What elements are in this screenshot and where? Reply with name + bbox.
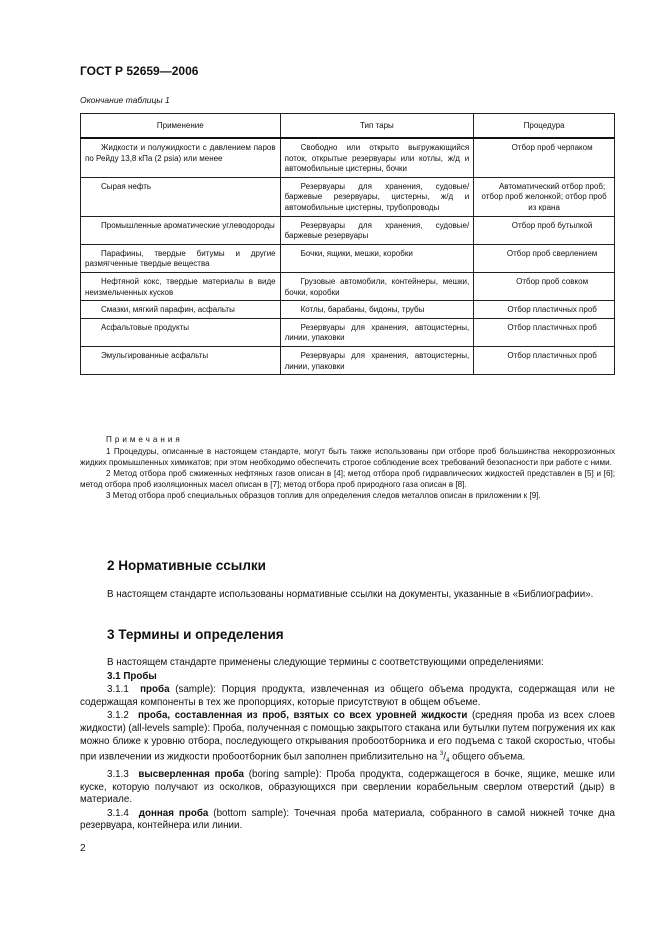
table-cell: Резервуары для хранения, судовые/баржевые резервуары, цистерны, ж/д и автомобильные цистерны, трубопроводы (280, 177, 474, 216)
note-item: 3 Метод отбора проб специальных образцов топлив для определения следов металлов описан в приложении к [9]. (106, 491, 541, 500)
table-row (81, 346, 615, 374)
column-header: Процедура (474, 114, 615, 139)
section-3-body (80, 657, 615, 834)
table-cell: Парафины, твердые битумы и другие размягченные твердые вещества (81, 244, 281, 272)
table-cell: Жидкости и полужидкости с давлением паров по Рейду 13,8 кПа (2 psia) или менее (81, 138, 281, 177)
table-row (81, 318, 615, 346)
table-row (81, 138, 615, 177)
table-cell: Промышленные ароматические углеводороды (81, 216, 281, 244)
table-cell: Смазки, мягкий парафин, асфальты (81, 301, 281, 319)
table-cell: Асфальтовые продукты (81, 318, 281, 346)
term-entry: 3.1.2 проба, составленная из проб, взятых со всех уровней жидкости (средняя проба из всех слоев жидкости) (all-levels sample): Проба, полученная с помощью закрытого стакана или бутылки путем погружения их как можно ближе к уровню отбора, последующего открывания пробоотборника и его подъема с такой скоростью, чтобы при извлечении из жидкости пробоотборник был заполнен приблизительно на $^3/_4$ общего объема. (80, 710, 615, 765)
section-3-intro: В настоящем стандарте применены следующие термины с соответствующими определениями: (107, 657, 544, 668)
table-cell: Грузовые автомобили, контейнеры, мешки, бочки, коробки (280, 272, 474, 300)
table-row (81, 216, 615, 244)
table-caption: Окончание таблицы 1 (80, 95, 170, 105)
column-header: Тип тары (280, 114, 474, 139)
subsection-heading: 3.1 Пробы (107, 670, 157, 682)
notes (80, 434, 615, 501)
table-cell: Резервуары для хранения, автоцистерны, линии, упаковки (280, 318, 474, 346)
table-row (81, 301, 615, 319)
table-cell: Отбор проб совком (474, 272, 615, 300)
table-cell: Отбор проб черпаком (474, 138, 615, 177)
table-cell: Резервуары для хранения, судовые/баржевые резервуары (280, 216, 474, 244)
document-header: ГОСТ Р 52659—2006 (80, 64, 199, 78)
table-row (81, 244, 615, 272)
term-entry: 3.1.1 проба (sample): Порция продукта, извлеченная из общего объема продукта, содержащая или не содержащая компоненты в тех же пропорциях, которые присутствуют в общем объеме. (80, 684, 615, 708)
term-entry: 3.1.4 донная проба (bottom sample): Точечная проба материала, собранного в самой нижней точке дна резервуара, контейнера или линии. (80, 807, 616, 832)
table-cell: Отбор проб бутылкой (474, 216, 615, 244)
table-cell: Нефтяной кокс, твердые материалы в виде неизмельченных кусков (81, 272, 281, 300)
table-cell: Резервуары для хранения, автоцистерны, линии, упаковки (280, 346, 474, 374)
note-item: 1 Процедуры, описанные в настоящем стандарте, могут быть также использованы при отборе проб большинства некоррозионных жидких промышленных химикатов; при этом необходимо обеспечить строгое соблюдение всех требований безопасности при работе с ними. (80, 447, 615, 467)
table-cell: Сырая нефть (81, 177, 281, 216)
section-2-body (80, 589, 615, 603)
term-entry: 3.1.3 высверленная проба (boring sample): Проба продукта, содержащегося в бочке, ящике, мешке или куске, которую получают из осколков, образующихся при сверлении корабельным сверлом отверстий (дыр) в материале. (80, 768, 615, 806)
table-row (81, 272, 615, 300)
notes-title: Примечания (106, 435, 183, 444)
table-cell: Свободно или открыто выгружающийся поток, открытые резервуары или котлы, ж/д и автомобильные цистерны, бочки (280, 138, 474, 177)
section-2-text: В настоящем стандарте использованы нормативные ссылки на документы, указанные в «Библиографии». (107, 589, 594, 600)
table-cell: Отбор пластичных проб (474, 346, 615, 374)
table-cell: Отбор проб сверлением (474, 244, 615, 272)
note-item: 2 Метод отбора проб сжиженных нефтяных газов описан в [4]; метод отбора проб гидравлических жидкостей представлен в [5] и [6]; метод отбора проб изоляционных масел описан в [7]; метод отбора проб природного газа описан в [8]. (80, 469, 615, 489)
samples-table (80, 113, 615, 375)
section-3-heading: 3 Термины и определения (107, 627, 284, 642)
table-cell: Автоматический отбор проб; отбор проб желонкой; отбор проб из крана (474, 177, 615, 216)
table-cell: Бочки, ящики, мешки, коробки (280, 244, 474, 272)
table-cell: Отбор пластичных проб (474, 318, 615, 346)
column-header: Применение (81, 114, 281, 139)
table-cell: Отбор пластичных проб (474, 301, 615, 319)
table-row (81, 177, 615, 216)
table-cell: Эмульгированные асфальты (81, 346, 281, 374)
section-2-heading: 2 Нормативные ссылки (107, 558, 266, 573)
table-header-row (81, 114, 615, 139)
page-number: 2 (80, 843, 86, 854)
table-cell: Котлы, барабаны, бидоны, трубы (280, 301, 474, 319)
